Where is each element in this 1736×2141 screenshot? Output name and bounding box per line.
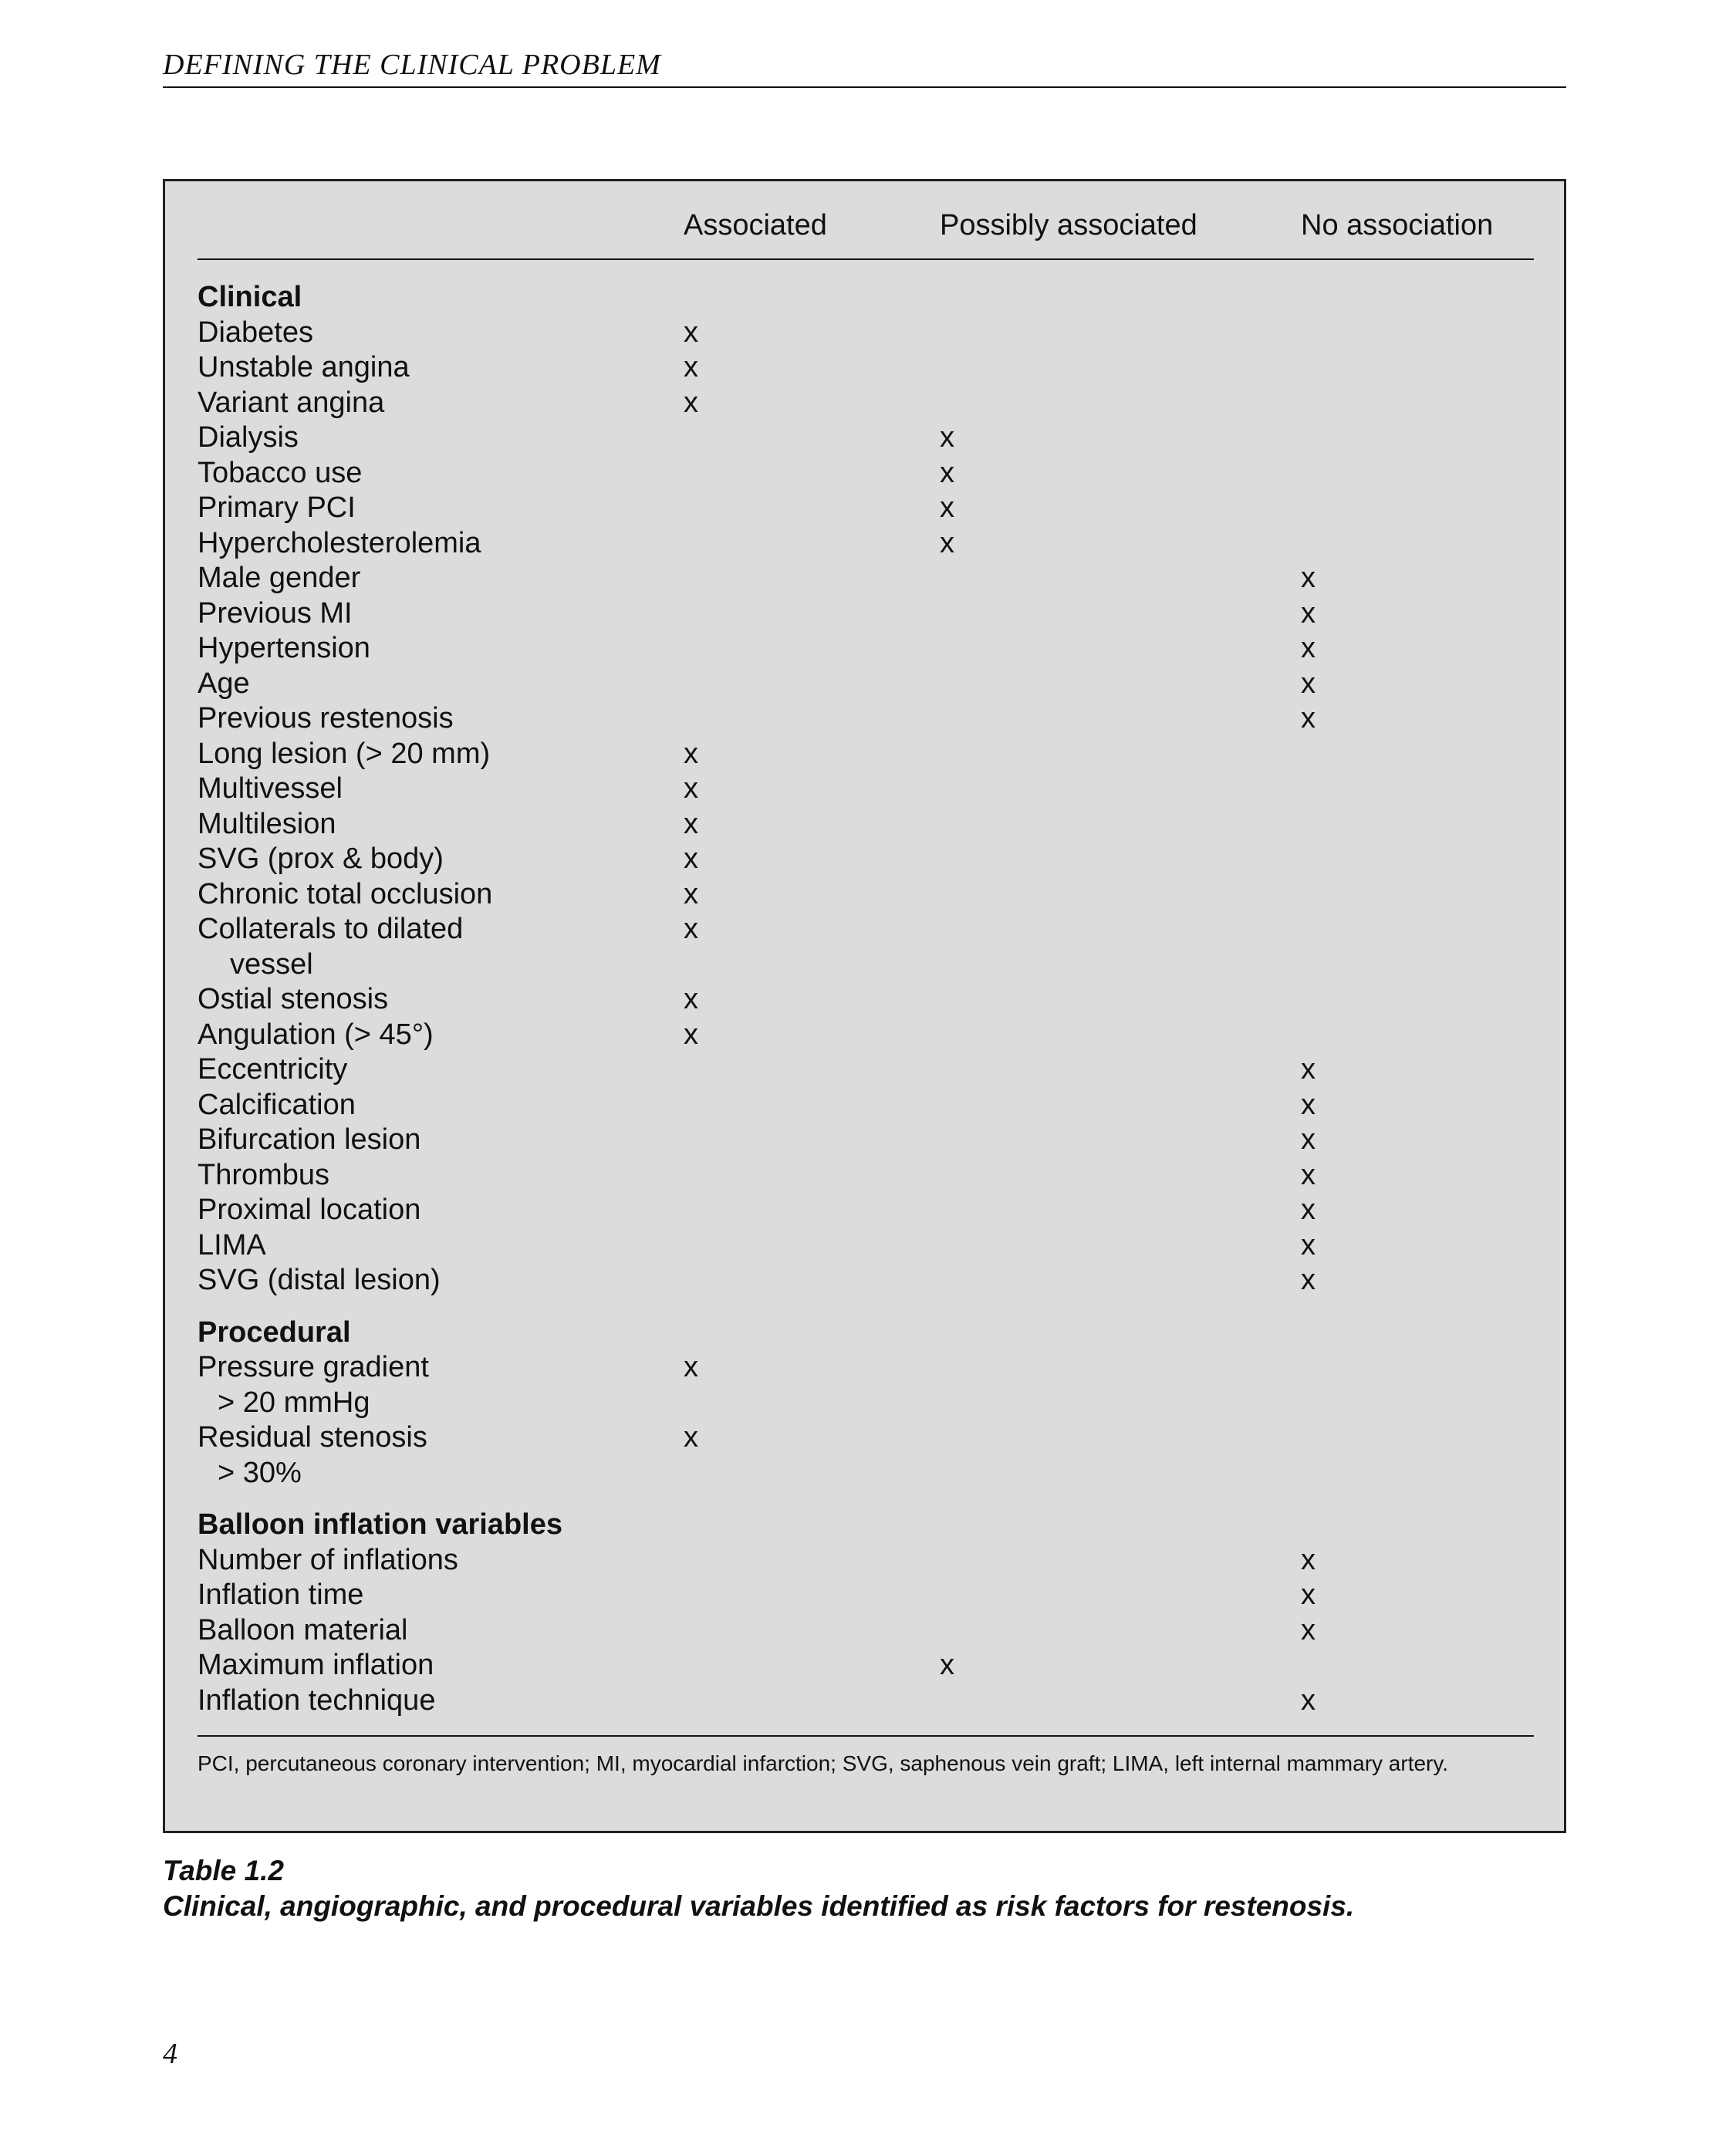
table-body [198,280,1534,1718]
row-label: SVG (prox & body) [198,843,444,875]
row-label: Tobacco use [198,456,363,489]
table-row [198,491,1534,526]
row-label: Inflation technique [198,1683,436,1717]
risk-factor-table [163,179,1566,1833]
table-content [198,204,1534,1777]
mark-possibly-associated: x [940,1649,954,1681]
row-label-continuation: vessel [230,947,313,981]
mark-associated: x [684,386,698,419]
column-header-possibly-associated: Possibly associated [940,209,1197,241]
table-row [198,596,1534,632]
table-row [198,316,1534,351]
table-row [198,1123,1534,1158]
mark-no-association: x [1301,562,1316,594]
mark-associated: x [684,983,698,1015]
table-row [198,561,1534,596]
table-row [198,842,1534,877]
table-row [198,1052,1534,1088]
table-row [198,1158,1534,1194]
table-row [198,631,1534,667]
row-label: Hypercholesterolemia [198,526,481,559]
mark-associated: x [684,843,698,875]
row-label: Calcification [198,1088,356,1121]
mark-no-association: x [1301,667,1316,700]
page-number: 4 [163,2038,177,2070]
column-header-no-association: No association [1301,209,1494,241]
table-footnote: PCI, percutaneous coronary intervention; MI, myocardial infarction; SVG, saphenous vein graft; LIMA, left internal mammary artery. [198,1751,1449,1775]
table-row [198,807,1534,843]
mark-no-association: x [1301,1228,1316,1261]
mark-associated: x [684,1351,698,1383]
row-label: Multilesion [198,807,336,840]
table-row [198,1578,1534,1613]
table-row [198,1543,1534,1579]
table-row [198,701,1534,737]
table-header-row [198,204,1534,260]
column-header-associated: Associated [684,209,827,241]
mark-no-association: x [1301,1194,1316,1226]
mark-no-association: x [1301,1543,1316,1576]
row-label: Previous restenosis [198,702,454,734]
section-heading-balloon-inflation: Balloon inflation variables [198,1508,562,1541]
mark-possibly-associated: x [940,491,954,524]
table-row [198,737,1534,772]
mark-associated: x [684,1421,698,1454]
row-label: Angulation (> 45°) [198,1018,434,1051]
table-row [198,1613,1534,1649]
table-row [198,1193,1534,1228]
mark-associated: x [684,1018,698,1051]
row-label: Primary PCI [198,491,356,524]
mark-no-association: x [1301,1158,1316,1191]
row-label: Previous MI [198,596,353,630]
row-label: Chronic total occlusion [198,877,493,910]
row-label: Long lesion (> 20 mm) [198,737,491,770]
table-row [198,1228,1534,1264]
table-row [198,667,1534,702]
row-label: LIMA [198,1228,266,1261]
row-label: Collaterals to dilated [198,913,464,945]
mark-no-association: x [1301,702,1316,734]
mark-associated: x [684,737,698,770]
row-label: Residual stenosis [198,1421,427,1454]
mark-possibly-associated: x [940,526,954,559]
caption-text: Clinical, angiographic, and procedural variables identified as risk factors for restenosis. [163,1890,1355,1922]
mark-no-association: x [1301,1579,1316,1611]
mark-no-association: x [1301,1683,1316,1717]
running-head: DEFINING THE CLINICAL PROBLEM [163,46,1566,88]
table-caption [163,1853,1566,1924]
row-label: Bifurcation lesion [198,1123,421,1156]
section-heading-clinical: Clinical [198,281,302,313]
row-label: Inflation time [198,1579,364,1611]
mark-no-association: x [1301,632,1316,664]
row-label: Pressure gradient [198,1351,429,1383]
table-footer-rule [198,1735,1534,1737]
row-label: Diabetes [198,316,313,349]
mark-no-association: x [1301,1088,1316,1121]
table-row-continuation [198,1386,1534,1421]
row-label: Ostial stenosis [198,983,389,1015]
row-label-continuation: > 20 mmHg [218,1386,370,1419]
table-row [198,456,1534,491]
table-row-continuation [198,1456,1534,1491]
table-row [198,1648,1534,1683]
table-row [198,420,1534,456]
table-row [198,772,1534,807]
table-row [198,877,1534,913]
row-label: Multivessel [198,772,343,805]
table-row [198,1018,1534,1053]
row-label: Maximum inflation [198,1649,434,1681]
table-row [198,526,1534,562]
mark-no-association: x [1301,1264,1316,1296]
row-label-continuation: > 30% [218,1456,302,1489]
row-label: SVG (distal lesion) [198,1264,441,1296]
row-label: Eccentricity [198,1053,348,1086]
mark-no-association: x [1301,1613,1316,1646]
row-label: Proximal location [198,1194,421,1226]
row-label: Hypertension [198,632,370,664]
mark-associated: x [684,772,698,805]
caption-title: Table 1.2 [163,1855,284,1886]
mark-no-association: x [1301,1123,1316,1156]
table-row [198,1683,1534,1719]
table-row [198,386,1534,421]
mark-associated: x [684,351,698,383]
row-label: Thrombus [198,1158,330,1191]
table-row [198,350,1534,386]
row-label: Dialysis [198,421,299,454]
mark-no-association: x [1301,596,1316,630]
table-row-continuation [198,947,1534,983]
mark-no-association: x [1301,1053,1316,1086]
mark-associated: x [684,807,698,840]
table-row [198,982,1534,1018]
section-heading-procedural: Procedural [198,1315,351,1349]
mark-possibly-associated: x [940,421,954,454]
row-label: Balloon material [198,1613,408,1646]
row-label: Age [198,667,250,700]
table-row [198,1263,1534,1298]
row-label: Male gender [198,562,361,594]
table-row [198,1088,1534,1123]
row-label: Number of inflations [198,1543,458,1576]
mark-associated: x [684,913,698,945]
row-label: Unstable angina [198,351,410,383]
table-row [198,1420,1534,1456]
row-label: Variant angina [198,386,385,419]
mark-associated: x [684,316,698,349]
mark-associated: x [684,877,698,910]
mark-possibly-associated: x [940,456,954,489]
table-row [198,912,1534,947]
table-row [198,1350,1534,1386]
